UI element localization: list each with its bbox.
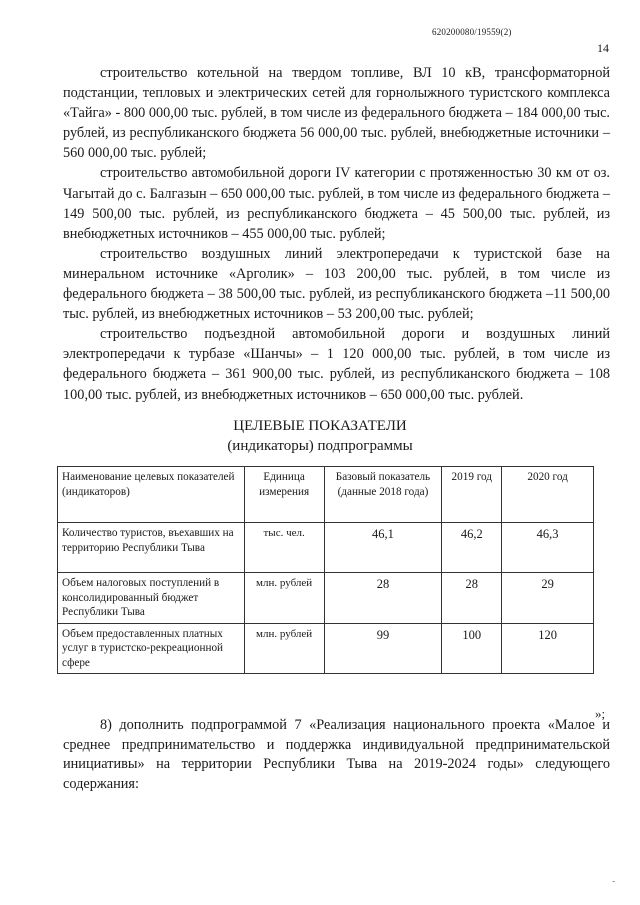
header-indicator-name: Наименование целевых показателей (индикаторов) bbox=[58, 467, 245, 523]
section-subtitle: (индикаторы) подпрограммы bbox=[227, 438, 413, 454]
indicator-2020: 120 bbox=[502, 623, 594, 674]
indicator-2019: 100 bbox=[442, 623, 502, 674]
section-title: ЦЕЛЕВЫЕ ПОКАЗАТЕЛИ bbox=[233, 418, 407, 434]
header-2020: 2020 год bbox=[502, 467, 594, 523]
indicator-base: 28 bbox=[324, 573, 442, 624]
indicator-2019: 28 bbox=[442, 573, 502, 624]
paragraph-kotelnaya: строительство котельной на твердом топливе, ВЛ 10 кВ, трансформаторной подстанции, тепловых и электрических сетей для горнолыжного туристского комплекса «Тайга» - 800 000,00 тыс. рублей, в том числе из федерального бюджета – 184 000,00 тыс. рублей, из республиканского бюджета 56 000,00 тыс. рублей, внебюджетные источники – 560 000,00 тыс. рублей; bbox=[63, 65, 610, 162]
table-header-row bbox=[58, 467, 594, 523]
indicator-unit: млн. рублей bbox=[244, 623, 324, 674]
footer-mark: - bbox=[612, 876, 616, 887]
header-base-value: Базовый показатель (данные 2018 года) bbox=[324, 467, 442, 523]
indicators-table bbox=[57, 466, 594, 674]
indicator-name: Количество туристов, въехавших на территорию Республики Тыва bbox=[58, 523, 245, 573]
body-text bbox=[63, 63, 610, 405]
indicator-base: 46,1 bbox=[324, 523, 442, 573]
table-closing-quote: »; bbox=[595, 706, 606, 721]
header-2019: 2019 год bbox=[442, 467, 502, 523]
paragraph-road-chagytai: строительство автомобильной дороги IV категории с протяженностью 30 км от оз. Чагытай до с. Балгазын – 650 000,00 тыс. рублей, в том числе из федерального бюджета – 149 500,00 тыс. рублей, из республиканского бюджета – 45 500,00 тыс. рублей, из внебюджетных источников – 455 000,00 тыс. рублей; bbox=[63, 165, 610, 242]
indicator-unit: млн. рублей bbox=[244, 573, 324, 624]
indicator-base: 99 bbox=[324, 623, 442, 674]
document-id: 620200080/19559(2) bbox=[432, 27, 512, 37]
indicator-name: Объем предоставленных платных услуг в туристско-рекреационной сфере bbox=[58, 623, 245, 674]
table-row bbox=[58, 523, 594, 573]
paragraph-power-argolik: строительство воздушных линий электропередачи к туристской базе на минеральном источнике «Арголик» – 103 200,00 тыс. рублей, в том числе из федерального бюджета – 38 500,00 тыс. рублей, из республиканского бюджета –11 500,00 тыс. рублей, из внебюджетных источников – 53 200,00 тыс. рублей; bbox=[63, 245, 610, 323]
indicator-name: Объем налоговых поступлений в консолидированный бюджет Республики Тыва bbox=[58, 573, 245, 624]
paragraph-item-8: 8) дополнить подпрограммой 7 «Реализация национального проекта «Малое и среднее предпринимательство и поддержка индивидуальной предпринимательской инициативы» на территории Республики Тыва на 2019-2024 годы» следующего содержания: bbox=[63, 717, 610, 792]
indicator-2020: 29 bbox=[502, 573, 594, 624]
paragraph-road-shanchy: строительство подъездной автомобильной дороги и воздушных линий электропередачи к турбазе «Шанчы» – 1 120 000,00 тыс. рублей, в том числе из федерального бюджета – 361 900,00 тыс. рублей, из республиканского бюджета – 108 100,00 тыс. рублей, из внебюджетных источников – 650 000,00 тыс. рублей. bbox=[63, 326, 610, 403]
page-number: 14 bbox=[597, 41, 609, 55]
section-heading bbox=[0, 416, 640, 456]
table-row bbox=[58, 623, 594, 674]
indicator-2019: 46,2 bbox=[442, 523, 502, 573]
indicator-2020: 46,3 bbox=[502, 523, 594, 573]
indicator-unit: тыс. чел. bbox=[244, 523, 324, 573]
header-unit: Единица измерения bbox=[244, 467, 324, 523]
table-row bbox=[58, 573, 594, 624]
